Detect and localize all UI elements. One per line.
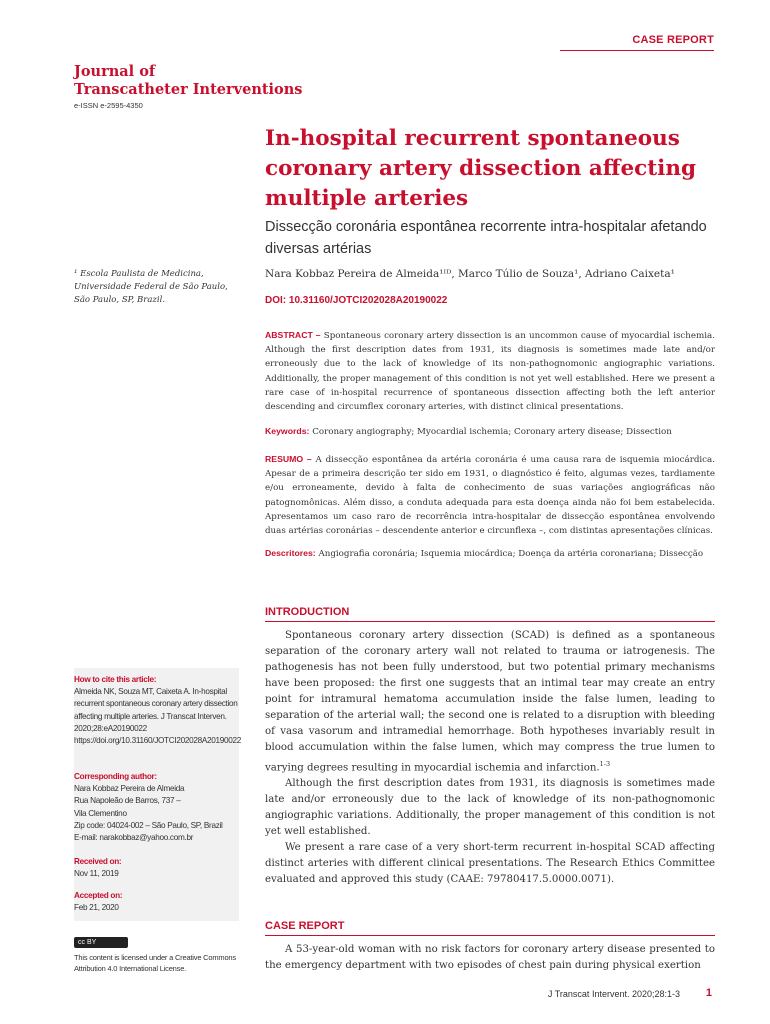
cc-by-badge-text: cc BY xyxy=(78,939,97,946)
abstract-text: Spontaneous coronary artery dissection is an uncommon cause of myocardial ischemia. Although the first description dates from 1931, its diagnosis is sometimes made late and/or erroneously due to the lack of knowledge of its non-pathognomonic angiographic variations. Additionally, the proper management of this condition is not yet well established. Here we present a rare case of in-hospital recurrence of spontaneous dissection affecting both the left anterior descending and circumflex coronary arteries, with distinct clinical presentations. xyxy=(265,331,715,413)
accepted-date xyxy=(74,890,244,914)
section-label: CASE REPORT xyxy=(632,34,714,46)
journal-title-line1: Journal of xyxy=(74,63,156,80)
cc-by-badge-icon[interactable] xyxy=(74,937,128,948)
received-date xyxy=(74,856,244,880)
resumo xyxy=(265,452,715,538)
authors: Nara Kobbaz Pereira de Almeida¹ᴵᴰ, Marco Túlio de Souza¹, Adriano Caixeta¹ xyxy=(265,268,675,280)
paragraph-text: Spontaneous coronary artery dissection (SCAD) is defined as a spontaneous separation of the coronary artery wall not related to trauma or iatrogenesis. The pathogenesis has not been fully understood, but two potential primary mechanisms have been proposed: the first one suggests that an intimal tear may create an entry point for intramural hematoma accumulation inside the false lumen, leading to separation of the arterial wall; the second one is related to a disruption with bleeding of vasa vasorum and intramedial hemorrhage. Both hypotheses invariably result in blood accumulation within the false lumen, which may compress the true lumen to varying degrees resulting in myocardial ischemia and infarction. xyxy=(265,630,715,774)
corresponding-author-name: Nara Kobbaz Pereira de Almeida xyxy=(74,784,185,794)
journal-title-line2: Transcatheter Interventions xyxy=(74,81,303,98)
introduction-heading: INTRODUCTION xyxy=(265,606,350,618)
received-label: Received on: xyxy=(74,857,122,866)
received-value: Nov 11, 2019 xyxy=(74,869,119,879)
how-to-cite-text: Almeida NK, Souza MT, Caixeta A. In-hospital recurrent spontaneous coronary artery dissection affecting multiple arteries. J Transcat Interven. 2020;28:eA20190022 https://doi.org/10.31160/JOTCI202028A20190022 xyxy=(74,687,242,746)
how-to-cite-label: How to cite this article: xyxy=(74,675,157,684)
page-number: 1 xyxy=(705,987,712,999)
introduction-body xyxy=(265,628,715,888)
corresponding-author-zip: Zip code: 04024-002 – São Paulo, SP, Brazil xyxy=(74,820,223,830)
abstract xyxy=(265,328,715,414)
paragraph xyxy=(265,628,715,776)
abstract-label: ABSTRACT – xyxy=(265,330,321,340)
how-to-cite xyxy=(74,674,244,747)
license-note: This content is licensed under a Creative Commons Attribution 4.0 International License. xyxy=(74,953,236,973)
paragraph: Although the first description dates from 1931, its diagnosis is sometimes made late and/or erroneously due to the lack of knowledge of its non-pathognomonic angiographic variations. Additionally, the proper management of this condition is not yet well established. xyxy=(265,778,715,838)
keywords xyxy=(265,424,715,439)
accepted-label: Accepted on: xyxy=(74,891,123,900)
accepted-value: Feb 21, 2020 xyxy=(74,903,119,913)
resumo-label: RESUMO – xyxy=(265,454,312,464)
article-title-portuguese: Dissecção coronária espontânea recorrente intra-hospitalar afetando diversas artérias xyxy=(265,219,707,257)
descritores xyxy=(265,546,715,561)
corresponding-author-email[interactable]: E-mail: narakobbaz@yahoo.com.br xyxy=(74,833,194,843)
paragraph: A 53-year-old woman with no risk factors for coronary artery disease presented to the emergency department with two episodes of chest pain during physical exertion xyxy=(265,944,715,971)
corresponding-author-address: Vila Clementino xyxy=(74,808,127,818)
descritores-label: Descritores: xyxy=(265,548,316,558)
keywords-text: Coronary angiography; Myocardial ischemia; Coronary artery disease; Dissection xyxy=(312,427,672,437)
corresponding-author-address: Rua Napoleão de Barros, 737 – xyxy=(74,796,181,806)
introduction-rule xyxy=(265,621,715,622)
doi[interactable]: DOI: 10.31160/JOTCI202028A20190022 xyxy=(265,295,448,306)
author-affiliation: ¹ Escola Paulista de Medicina, Universidade Federal de São Paulo, São Paulo, SP, Brazil. xyxy=(74,269,228,305)
reference-marker[interactable]: 1-3 xyxy=(599,760,611,768)
corresponding-author xyxy=(74,771,244,844)
case-report-heading: CASE REPORT xyxy=(265,920,345,932)
eissn: e-ISSN e-2595-4350 xyxy=(74,101,143,110)
journal-title xyxy=(74,63,302,99)
corresponding-author-label: Corresponding author: xyxy=(74,772,157,781)
keywords-label: Keywords: xyxy=(265,426,310,436)
article-title: In-hospital recurrent spontaneous coronary artery dissection affecting multiple arteries xyxy=(265,126,696,211)
paragraph: We present a rare case of a very short-term recurrent in-hospital SCAD affecting distinct arteries with different clinical presentations. The Research Ethics Committee evaluated and approved this study (CAAE: 79780417.5.0000.0071). xyxy=(265,842,715,886)
descritores-text: Angiografia coronária; Isquemia miocárdica; Doença da artéria coronariana; Dissecção xyxy=(318,549,704,559)
resumo-text: A dissecção espontânea da artéria coronária é uma causa rara de isquemia miocárdica. Apesar de a primeira descrição ter sido em 1931, o diagnóstico é feito, algumas vezes, tardiamente e/ou erroneamente, devido à falta de conhecimento de suas variações angiográficas não patognomônicas. Além disso, a conduta adequada para esta doença ainda não foi bem estabelecida. Apresentamos um caso raro de recorrência intra-hospitalar de dissecção espontânea envolvendo duas artérias coronárias – descendente anterior e circunflexa –, com distintas apresentações clínicas. xyxy=(265,455,715,537)
case-report-rule xyxy=(265,935,715,936)
footer-citation: J Transcat Intervent. 2020;28:1-3 xyxy=(547,989,680,999)
case-report-body xyxy=(265,942,715,974)
header-rule xyxy=(560,50,714,51)
